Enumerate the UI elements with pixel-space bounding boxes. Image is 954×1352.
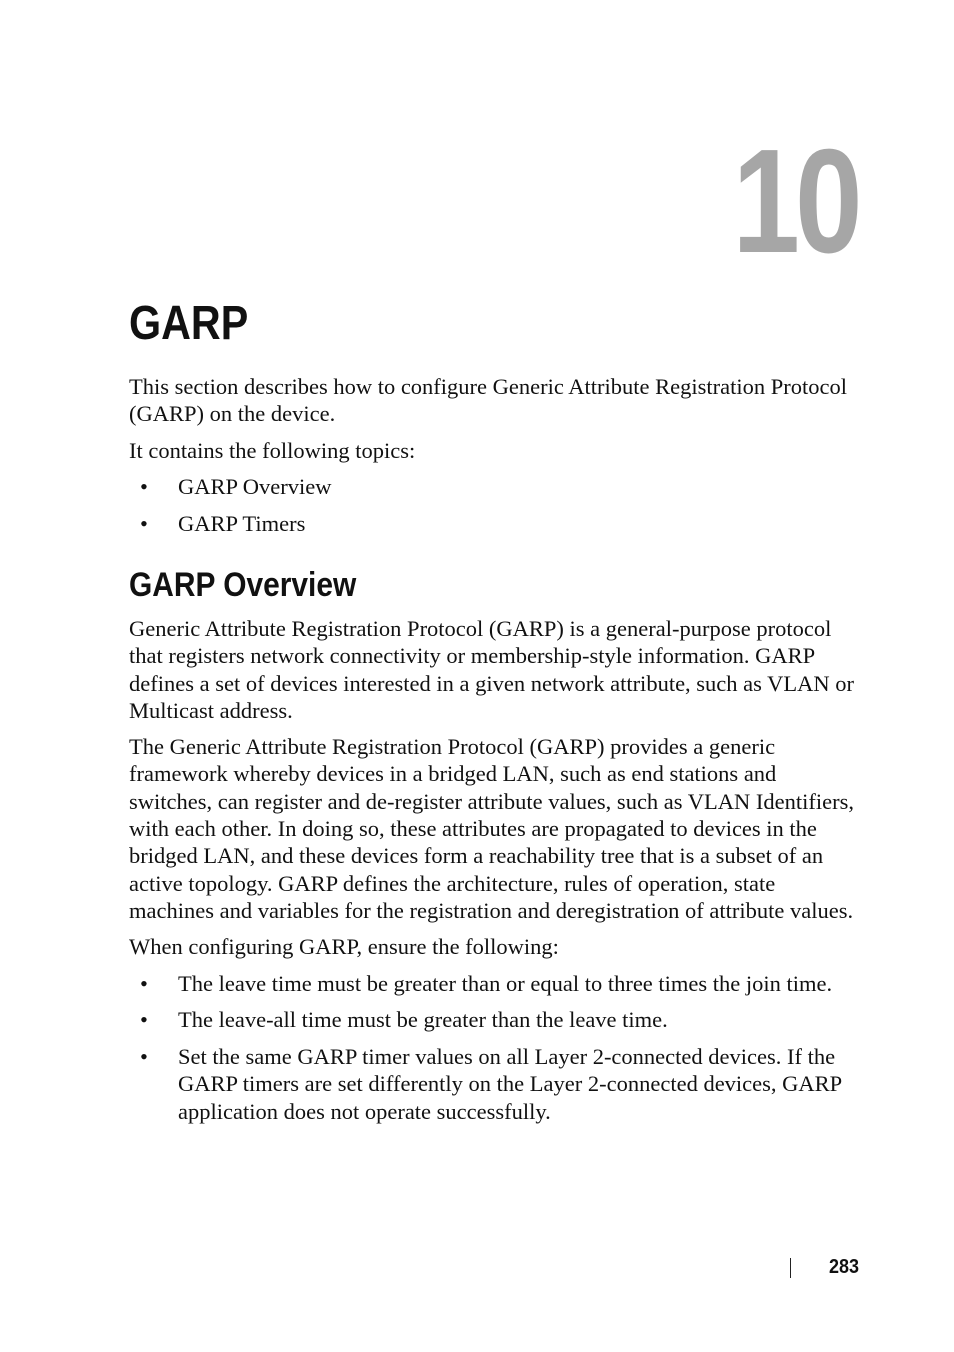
config-lead: When configuring GARP, ensure the following: [129, 934, 559, 960]
bullet-icon: • [140, 510, 148, 536]
list-item [129, 1006, 859, 1033]
footer-divider [790, 1258, 791, 1278]
list-item [129, 970, 859, 997]
list-item [129, 473, 859, 500]
overview-paragraph: Generic Attribute Registration Protocol (GARP) is a general-purpose protocol that registers network connectivity or membership-style information. GARP defines a set of devices interested in a given network attribute, such as VLAN or Multicast address. [129, 615, 854, 723]
topics-lead: It contains the following topics: [129, 437, 416, 463]
page-number: 283 [829, 1256, 860, 1278]
overview-paragraph: The Generic Attribute Registration Protocol (GARP) provides a generic framework whereby devices in a bridged LAN, such as end stations and switches, can register and de-register attribute values, such as VLAN Identifiers, with each other. In doing so, these attributes are propagated to devices in the bridged LAN, and these devices form a reachability tree that is a subset of an active topology. GARP defines the architecture, rules of operation, state machines and variables for the registration and deregistration of attribute values. [129, 734, 854, 923]
chapter-number: 10 [732, 119, 858, 284]
config-list [129, 970, 859, 1125]
topics-list [129, 473, 859, 537]
topic-link-garp-overview[interactable]: GARP Overview [178, 473, 332, 499]
list-item [129, 1043, 859, 1125]
list-item [129, 510, 859, 537]
section-heading-garp-overview: GARP Overview [129, 565, 357, 604]
bullet-icon: • [140, 1007, 148, 1033]
config-item-text: Set the same GARP timer values on all Layer 2-connected devices. If the GARP timers are set differently on the Layer 2-connected devices, GARP application does not operate successfully. [178, 1044, 842, 1124]
bullet-icon: • [140, 473, 148, 499]
bullet-icon: • [140, 1044, 148, 1070]
intro-description: This section describes how to configure Generic Attribute Registration Protocol (GARP) on the device. [129, 374, 847, 427]
chapter-title: GARP [129, 297, 249, 350]
config-item-text: The leave-all time must be greater than the leave time. [178, 1007, 668, 1033]
page-content [129, 373, 859, 1135]
config-item-text: The leave time must be greater than or equal to three times the join time. [178, 970, 833, 996]
topic-link-garp-timers[interactable]: GARP Timers [178, 510, 306, 536]
bullet-icon: • [140, 970, 148, 996]
